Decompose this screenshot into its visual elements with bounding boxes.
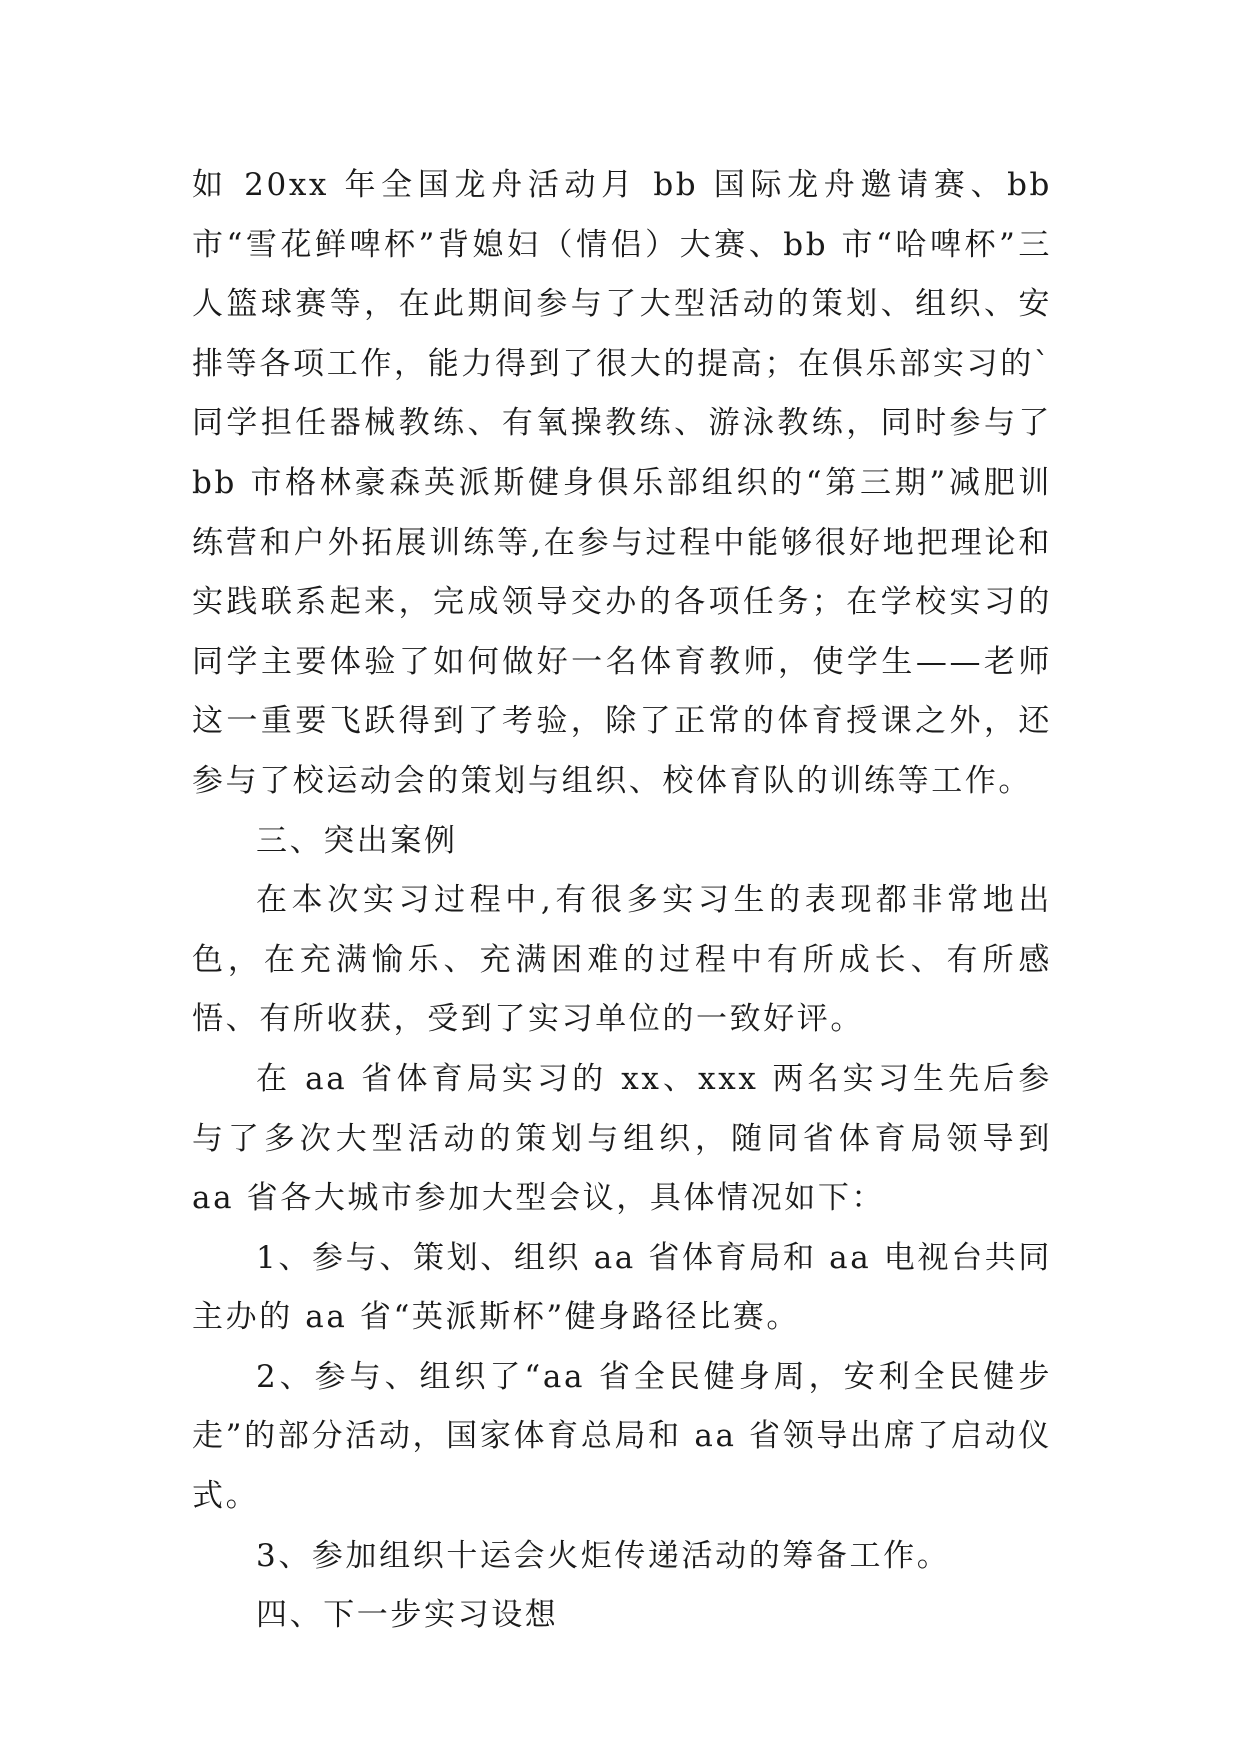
list-item-1: 1、参与、策划、组织 aa 省体育局和 aa 电视台共同主办的 aa 省“英派斯杯”健身路径比赛。: [192, 1239, 1052, 1336]
section-heading-outstanding-cases: 三、突出案例: [256, 822, 458, 859]
list-item-2: 2、参与、组织了“aa 省全民健身周，安利全民健步走”的部分活动，国家体育总局和 aa 省领导出席了启动仪式。: [192, 1358, 1052, 1515]
paragraph-event-activities: 如 20xx 年全国龙舟活动月 bb 国际龙舟邀请赛、bb 市“雪花鲜啤杯”背媳妇（情侣）大赛、bb 市“哈啤杯”三人篮球赛等，在此期间参与了大型活动的策划、组织、安排等各项工作，能力得到了很大的提高；在俱乐部实习的`同学担任器械教练、有氧操教练、游泳教练，同时参与了 bb 市格林豪森英派斯健身俱乐部组织的“第三期”减肥训练营和户外拓展训练等,在参与过程中能够很好地把理论和实践联系起来，完成领导交办的各项任务；在学校实习的同学主要体验了如何做好一名体育教师，使学生——老师这一重要飞跃得到了考验，除了正常的体育授课之外，还参与了校运动会的策划与组织、校体育队的训练等工作。: [192, 167, 1052, 799]
document-body: [192, 156, 1052, 1646]
paragraph-outstanding-performance: 在本次实习过程中,有很多实习生的表现都非常地出色，在充满愉乐、充满困难的过程中有所成长、有所感悟、有所收获，受到了实习单位的一致好评。: [192, 882, 1052, 1038]
section-heading-next-steps: 四、下一步实习设想: [256, 1597, 559, 1634]
paragraph-sports-bureau-interns: 在 aa 省体育局实习的 xx、xxx 两名实习生先后参与了多次大型活动的策划与组织，随同省体育局领导到 aa 省各大城市参加大型会议，具体情况如下：: [192, 1060, 1052, 1217]
list-item-3: 3、参加组织十运会火炬传递活动的筹备工作。: [256, 1537, 951, 1574]
